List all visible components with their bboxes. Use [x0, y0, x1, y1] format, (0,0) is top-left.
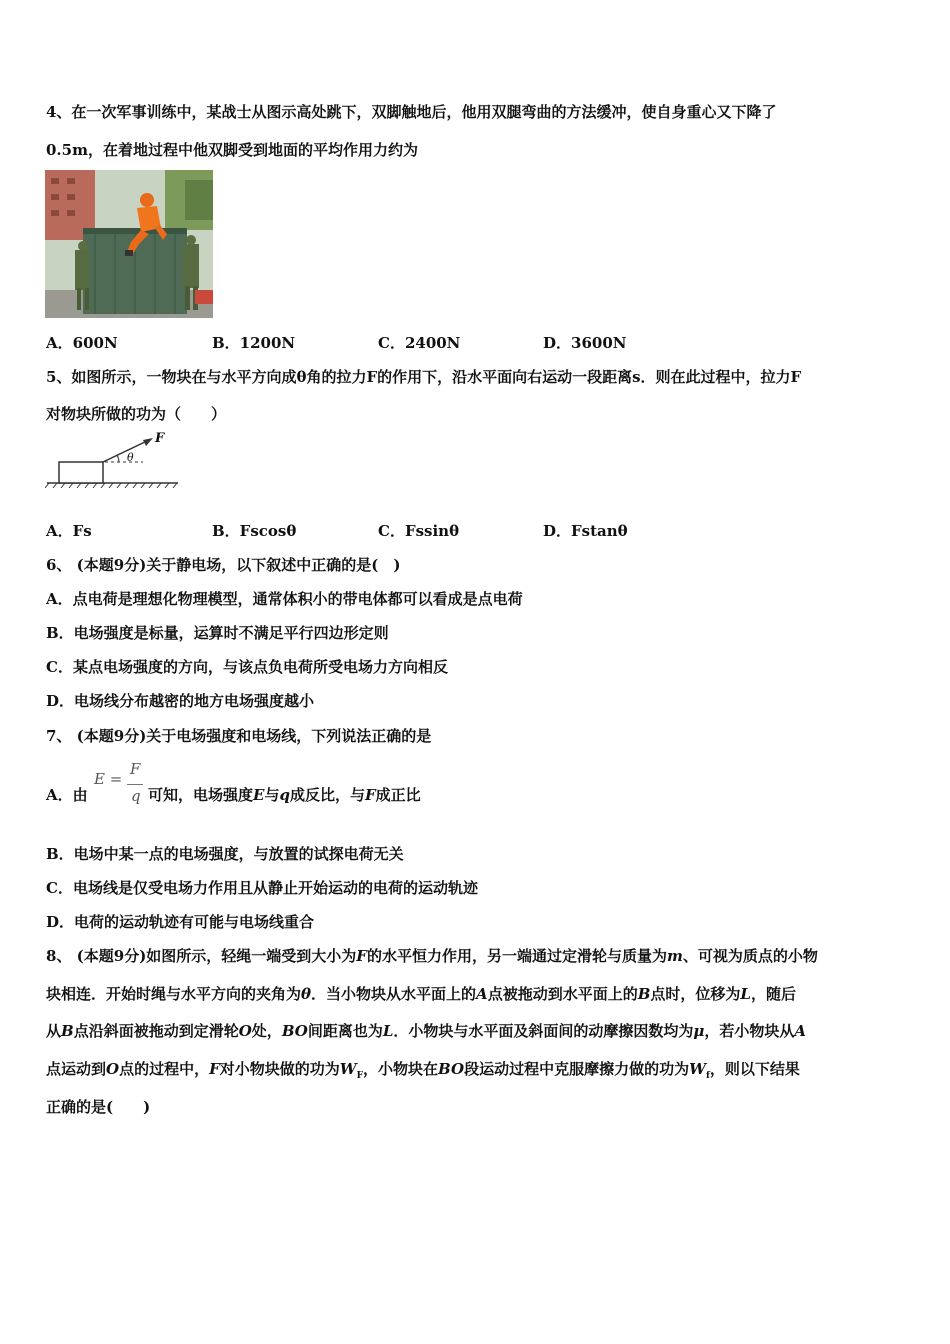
q6-stem: 6、 (本题9分)关于静电场，以下叙述中正确的是( ): [46, 556, 401, 574]
q5-force-label: F: [155, 431, 165, 446]
q6-option-c: C．某点电场强度的方向，与该点负电荷所受电场力方向相反: [46, 658, 448, 676]
q4-soldier-jump-photo: [45, 170, 213, 318]
q7-option-a-text: 可知，电场强度E与q成反比，与F成正比: [148, 786, 421, 804]
q8-stem-line-4: 点运动到O点的过程中，F对小物块做的功为$W_F$，小物块在BO段运动过程中克服摩擦力做的功为$W_f$，则以下结果: [46, 1060, 800, 1081]
q5-option-a: A．Fs: [46, 522, 92, 540]
q4-option-a: A．600N: [46, 334, 118, 352]
q4-stem-line-2: 0.5m，在着地过程中他双脚受到地面的平均作用力约为: [46, 141, 418, 159]
q6-option-d: D．电场线分布越密的地方电场强度越小: [46, 692, 315, 710]
q4-option-b: B．1200N: [212, 334, 296, 352]
q7-formula: [94, 760, 146, 810]
q5-stem-line-1: 5、如图所示，一物块在与水平方向成θ角的拉力F的作用下，沿水平面向右运动一段距离s．则在此过程中，拉力F: [46, 368, 802, 386]
q7-option-c: C．电场线是仅受电场力作用且从静止开始运动的电荷的运动轨迹: [46, 879, 478, 897]
q5-block-force-diagram: [45, 432, 180, 492]
q5-option-d: D．Fstanθ: [543, 522, 628, 540]
q7-option-b: B．电场中某一点的电场强度，与放置的试探电荷无关: [46, 845, 404, 863]
q7-formula-numerator: F: [130, 760, 141, 778]
q8-stem-line-2: 块相连．开始时绳与水平方向的夹角为θ．当小物块从水平面上的A点被拖动到水平面上的B点时，位移为L，随后: [46, 985, 796, 1003]
q7-option-a-prefix: A．由: [46, 786, 88, 804]
q7-formula-denominator: q: [131, 787, 141, 805]
q5-stem-line-2: 对物块所做的功为（ ）: [46, 405, 227, 423]
q5-option-b: B．Fscosθ: [212, 522, 297, 540]
q5-angle-label: θ: [127, 451, 134, 464]
q7-formula-lhs: E =: [94, 770, 123, 788]
q5-option-c: C．Fssinθ: [378, 522, 460, 540]
q7-formula-bar: [127, 784, 143, 785]
q7-option-d: D．电荷的运动轨迹有可能与电场线重合: [46, 913, 315, 931]
q4-stem-line-1: 4、在一次军事训练中，某战士从图示高处跳下，双脚触地后，他用双腿弯曲的方法缓冲，使自身重心又下降了: [46, 103, 777, 121]
q6-option-a: A．点电荷是理想化物理模型，通常体积小的带电体都可以看成是点电荷: [46, 590, 523, 608]
q8-stem-line-3: 从B点沿斜面被拖动到定滑轮O处，BO间距离也为L．小物块与水平面及斜面间的动摩擦因数均为μ，若小物块从A: [46, 1022, 807, 1040]
q4-option-d: D．3600N: [543, 334, 627, 352]
q7-stem: 7、 (本题9分)关于电场强度和电场线，下列说法正确的是: [46, 727, 432, 745]
q4-option-c: C．2400N: [378, 334, 461, 352]
q8-stem-line-1: 8、 (本题9分)如图所示，轻绳一端受到大小为F的水平恒力作用，另一端通过定滑轮与质量为m、可视为质点的小物: [46, 947, 818, 965]
q8-stem-line-5: 正确的是( ): [46, 1098, 151, 1116]
q6-option-b: B．电场强度是标量，运算时不满足平行四边形定则: [46, 624, 389, 642]
